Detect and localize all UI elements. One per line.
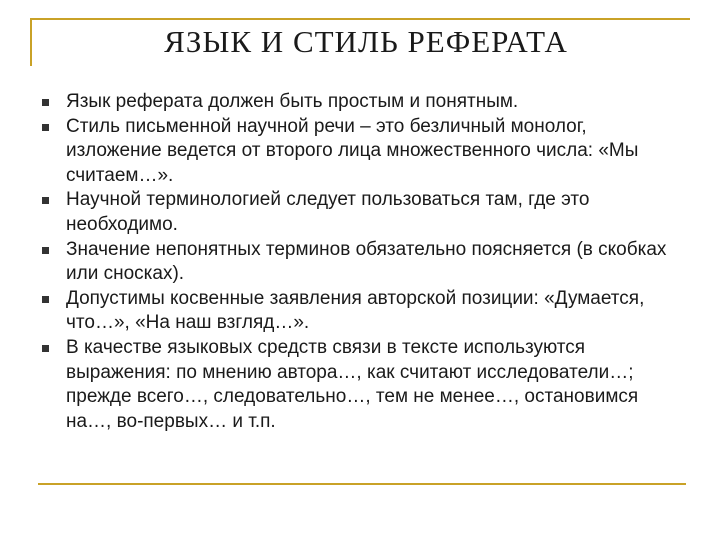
slide-title: ЯЗЫК И СТИЛЬ РЕФЕРАТА bbox=[164, 24, 568, 59]
square-bullet-icon bbox=[42, 296, 49, 303]
square-bullet-icon bbox=[42, 247, 49, 254]
bullet-text-4: Значение непонятных терминов обязательно поясняется (в скобках или сносках). bbox=[66, 238, 667, 285]
bullet-text-5: Допустимы косвенные заявления авторской позиции: «Думается, что…», «На наш взгляд…». bbox=[66, 287, 645, 334]
bullet-list bbox=[38, 90, 678, 434]
bullet-item-4 bbox=[38, 238, 678, 287]
bullet-item-2 bbox=[38, 115, 678, 189]
square-bullet-icon bbox=[42, 124, 49, 131]
bullet-text-3: Научной терминологией следует пользоваться там, где это необходимо. bbox=[66, 189, 590, 235]
bullet-item-1 bbox=[38, 90, 678, 115]
bullet-text-6: В качестве языковых средств связи в тексте используются выражения: по мнению автора…, как считают исследователи…; прежде всего…, следовательно…, тем не менее…, остановимся на…, во-первых… и т.п. bbox=[66, 336, 639, 432]
bullet-text-2: Стиль письменной научной речи – это безличный монолог, изложение ведется от второго лица множественного числа: «Мы считаем…». bbox=[66, 115, 639, 186]
bullet-item-6 bbox=[38, 336, 678, 434]
bullet-item-3 bbox=[38, 188, 678, 237]
title-frame-left-rule bbox=[30, 18, 32, 66]
bullet-item-5 bbox=[38, 287, 678, 336]
square-bullet-icon bbox=[42, 99, 49, 106]
footer-rule bbox=[38, 483, 686, 485]
bullet-text-1: Язык реферата должен быть простым и понятным. bbox=[66, 91, 519, 112]
square-bullet-icon bbox=[42, 345, 49, 352]
square-bullet-icon bbox=[42, 197, 49, 204]
